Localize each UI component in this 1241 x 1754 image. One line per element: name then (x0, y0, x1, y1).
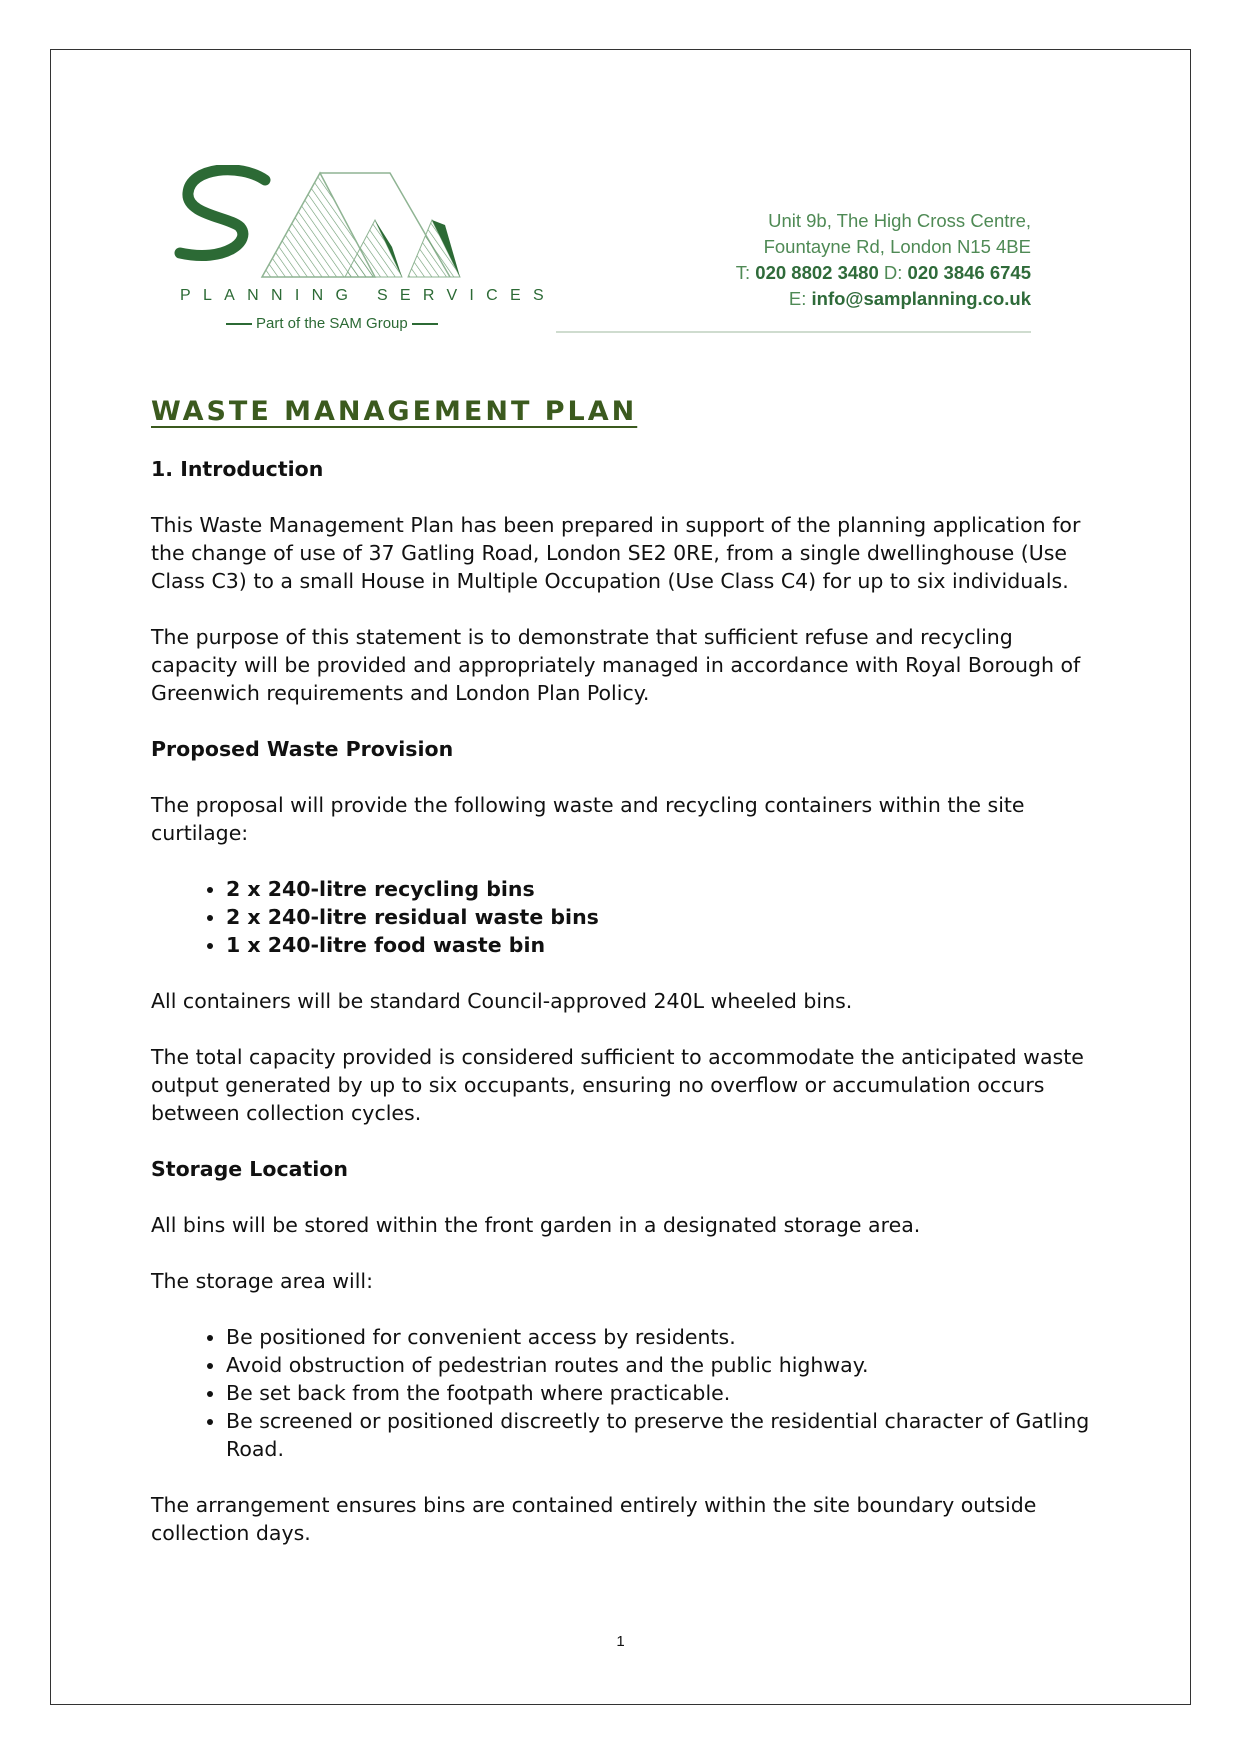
contact-block (736, 208, 1031, 312)
dash-right (412, 323, 438, 325)
phone-number: 020 8802 3480 (755, 262, 879, 283)
phone-label: T: (735, 262, 751, 283)
storage-list (151, 1323, 1096, 1463)
provision-paragraph-2: All containers will be standard Council-approved 240L wheeled bins. (151, 989, 853, 1013)
provision-heading: Proposed Waste Provision (151, 737, 454, 761)
storage-paragraph-2: The storage area will: (151, 1269, 374, 1293)
list-item: • Be screened or positioned discreetly to preserve the residential character of Gatling Road. (226, 1407, 1096, 1463)
list-item: • Avoid obstruction of pedestrian routes and the public highway. (226, 1351, 1096, 1379)
email-label: E: (788, 288, 807, 309)
email-line (736, 286, 1031, 312)
list-item: • Be positioned for convenient access by residents. (226, 1323, 1096, 1351)
document-title: WASTE MANAGEMENT PLAN (151, 396, 638, 427)
logo-group-text: Part of the SAM Group (256, 315, 408, 332)
document-body (151, 455, 1096, 1575)
logo-group-line (222, 315, 442, 332)
provision-list (151, 875, 1096, 959)
list-item: • 2 x 240-litre residual waste bins (226, 903, 1096, 931)
storage-paragraph-1: All bins will be stored within the front garden in a designated storage area. (151, 1213, 921, 1237)
storage-paragraph-3: The arrangement ensures bins are contained entirely within the site boundary outside collection days. (151, 1493, 1037, 1545)
direct-number: 020 3846 6745 (907, 262, 1031, 283)
email-address: info@samplanning.co.uk (811, 288, 1031, 309)
intro-heading: 1. Introduction (151, 457, 324, 481)
logo-subtitle: PLANNING SERVICES (180, 287, 556, 304)
provision-paragraph-3: The total capacity provided is considered sufficient to accommodate the anticipated waste output generated by up to six occupants, ensuring no overflow or accumulation occurs between collection cycles. (151, 1045, 1084, 1125)
page-number: 1 (616, 1633, 625, 1650)
list-item: • Be set back from the footpath where practicable. (226, 1379, 1096, 1407)
address-line-2: Fountayne Rd, London N15 4BE (763, 236, 1031, 257)
sam-logo-mark (170, 165, 510, 285)
direct-label: D: (883, 262, 903, 283)
list-item: • 2 x 240-litre recycling bins (226, 875, 1096, 903)
header-rule (556, 331, 1031, 333)
intro-paragraph-1: This Waste Management Plan has been prepared in support of the planning application for the change of use of 37 Gatling Road, London SE2 0RE, from a single dwellinghouse (Use Class C3) to a small House in Multiple Occupation (Use Class C4) for up to six individuals. (151, 513, 1081, 593)
sam-planning-logo (170, 165, 556, 350)
address-line-1: Unit 9b, The High Cross Centre, (768, 210, 1031, 231)
intro-paragraph-2: The purpose of this statement is to demonstrate that sufficient refuse and recycling capacity will be provided and appropriately managed in accordance with Royal Borough of Greenwich requirements and London Plan Policy. (151, 625, 1081, 705)
storage-heading: Storage Location (151, 1157, 348, 1181)
dash-left (226, 323, 252, 325)
list-item: • 1 x 240-litre food waste bin (226, 931, 1096, 959)
provision-paragraph-1: The proposal will provide the following waste and recycling containers within the site curtilage: (151, 793, 1025, 845)
phone-line (736, 260, 1031, 286)
